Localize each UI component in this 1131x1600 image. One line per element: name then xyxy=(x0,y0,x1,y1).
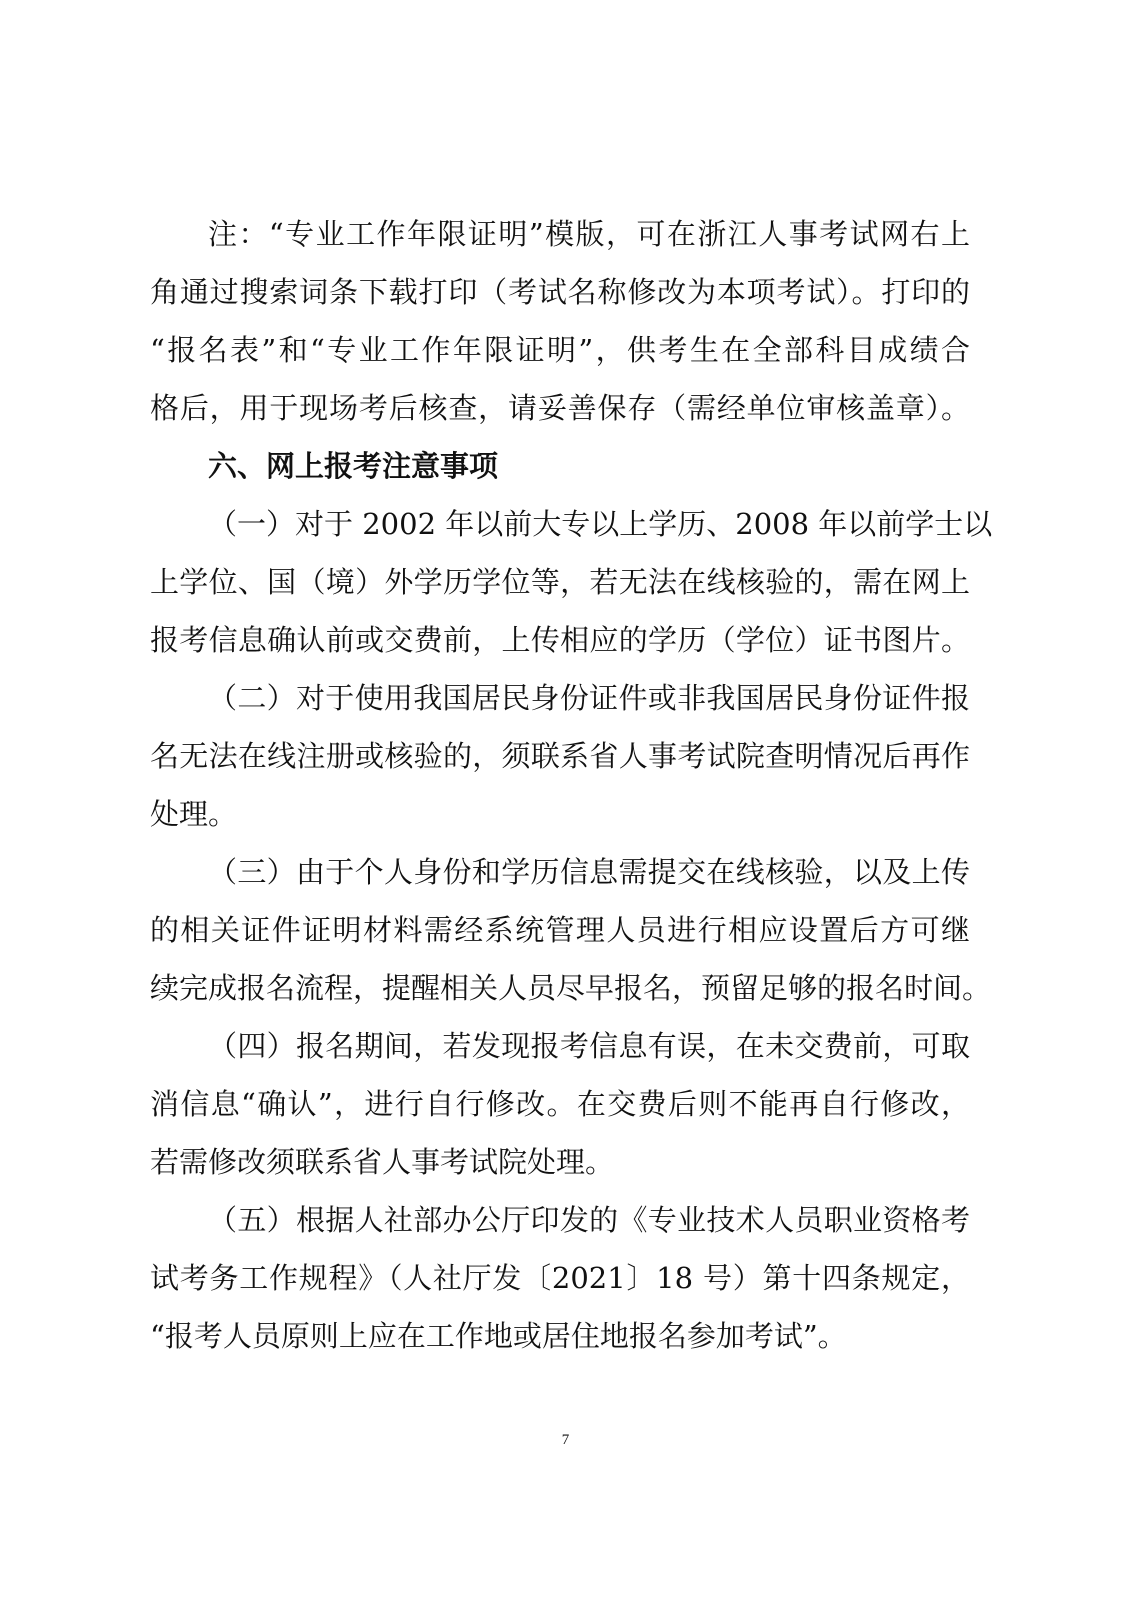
paragraph-line: 名无法在线注册或核验的，须联系省人事考试院查明情况后再作 xyxy=(150,739,970,773)
paragraph-line: 处理。 xyxy=(150,797,238,831)
paragraph-line: （三）由于个人身份和学历信息需提交在线核验，以及上传 xyxy=(208,855,970,889)
paragraph-line: 消信息“确认”，进行自行修改。在交费后则不能再自行修改， xyxy=(150,1087,970,1121)
paragraph-line: “报考人员原则上应在工作地或居住地报名参加考试”。 xyxy=(150,1319,847,1353)
paragraph-line: （二）对于使用我国居民身份证件或非我国居民身份证件报 xyxy=(208,681,970,715)
paragraph-line: （五）根据人社部办公厅印发的《专业技术人员职业资格考 xyxy=(208,1203,970,1237)
paragraph-line: （四）报名期间，若发现报考信息有误，在未交费前，可取 xyxy=(208,1029,970,1063)
paragraph-line: 若需修改须联系省人事考试院处理。 xyxy=(150,1145,615,1179)
section-heading: 六、网上报考注意事项 xyxy=(208,449,499,483)
paragraph-line: 续完成报名流程，提醒相关人员尽早报名，预留足够的报名时间。 xyxy=(150,971,992,1005)
paragraph-line: 的相关证件证明材料需经系统管理人员进行相应设置后方可继 xyxy=(150,913,970,947)
paragraph-line: （一）对于 2002 年以前大专以上学历、2008 年以前学士以 xyxy=(208,507,993,541)
note-line: 格后，用于现场考后核查，请妥善保存（需经单位审核盖章）。 xyxy=(150,391,970,425)
note-line: “报名表”和“专业工作年限证明”，供考生在全部科目成绩合 xyxy=(150,333,970,367)
note-line: 角通过搜索词条下载打印（考试名称修改为本项考试）。打印的 xyxy=(150,275,970,309)
paragraph-line: 报考信息确认前或交费前，上传相应的学历（学位）证书图片。 xyxy=(150,623,970,657)
paragraph-line: 上学位、国（境）外学历学位等，若无法在线核验的，需在网上 xyxy=(150,565,970,599)
paragraph-line: 试考务工作规程》（人社厅发〔2021〕18 号）第十四条规定， xyxy=(150,1261,970,1295)
page-number: 7 xyxy=(561,1432,570,1448)
note-line: 注：“专业工作年限证明”模版，可在浙江人事考试网右上 xyxy=(208,217,970,251)
